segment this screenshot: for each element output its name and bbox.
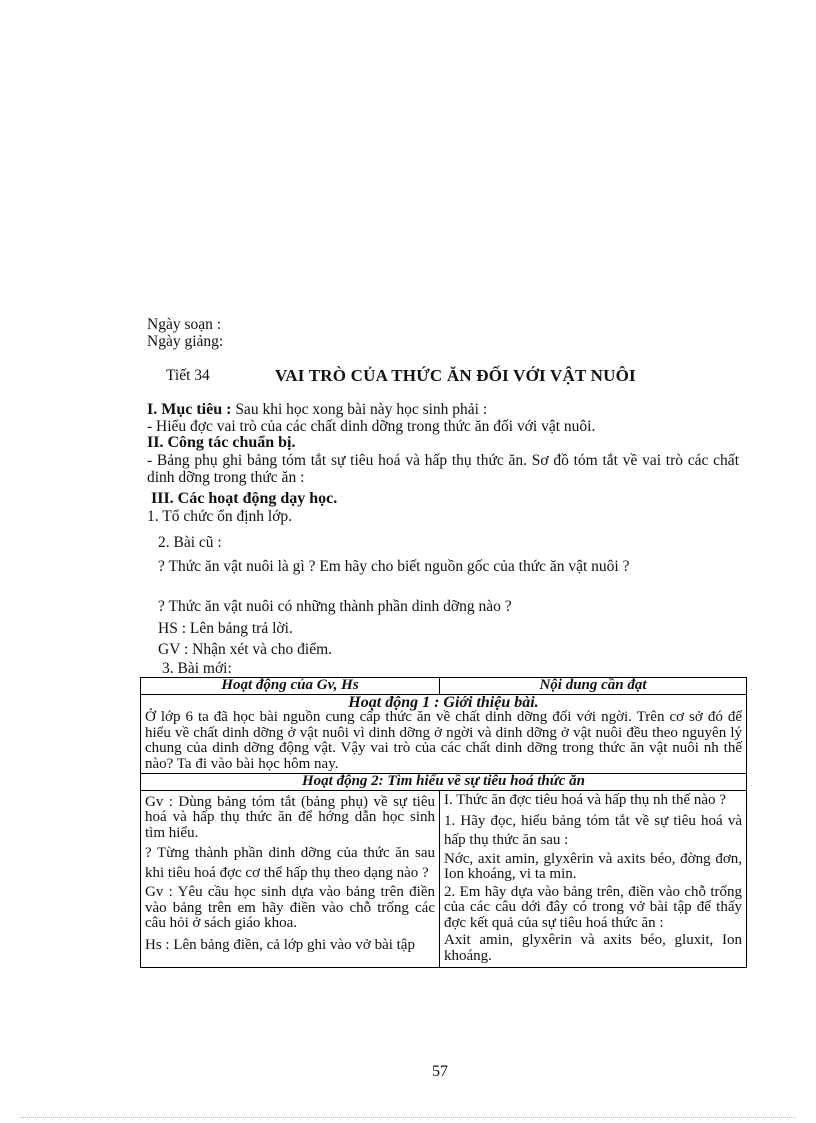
question-1: ? Thức ăn vật nuôi là gì ? Em hãy cho biết nguồn gốc của thức ăn vật nuôi ?: [158, 558, 630, 575]
right-paragraph: Axit amin, glyxêrin và axits béo, gluxit, Ion khoáng.: [444, 932, 742, 964]
activity-1-text: Ở lớp 6 ta đã học bài nguồn cung cấp thức ăn về chất dinh dỡng đối với ngời. Trên cơ sở đó để hiểu về chất dinh dỡng ở vật nuôi vì dinh dỡng ở ngời và dinh dỡng ở vật nuôi đều theo nguyên lý chung của dinh dỡng động vật. Vậy vai trò của các chất dinh dỡng trong thức ăn vật nuôi nh thế nào? Ta đi vào bài học hôm nay.: [145, 709, 742, 772]
left-paragraph: ? Từng thành phần dinh dỡng của thức ăn sau khi tiêu hoá đợc cơ thể hấp thụ theo dạng nào ?: [145, 845, 435, 881]
header-content: Nội dung cần đạt: [440, 678, 747, 695]
left-paragraph: Gv : Yêu cầu học sinh dựa vào bảng trên điền vào bảng trên em hãy điền vào chỗ trống các câu hỏi ở sách giáo khoa.: [145, 884, 435, 931]
right-paragraph: 1. Hãy đọc, hiểu bảng tóm tắt về sự tiêu hoá và hấp thụ thức ăn sau :: [444, 812, 742, 848]
activity-2-left: [141, 790, 440, 968]
page-number: 57: [432, 1063, 448, 1080]
class-organization: 1. Tổ chức ổn định lớp.: [147, 508, 293, 525]
left-paragraph: Gv : Dùng bảng tóm tắt (bảng phụ) về sự tiêu hoá và hấp thụ thức ăn để hớng dẫn học sinh tìm hiểu.: [145, 793, 435, 841]
student-answer: HS : Lên bảng trả lời.: [158, 620, 293, 637]
activity-2-right: [440, 790, 747, 968]
activity-2-title-row: [141, 774, 747, 791]
objectives-line: [147, 401, 747, 418]
footer-divider: [20, 1117, 796, 1118]
objectives-item: - Hiểu đợc vai trò của các chất dinh dỡng trong thức ăn đối với vật nuôi.: [147, 418, 596, 435]
activities-label: III. Các hoạt động dạy học.: [151, 490, 338, 507]
objectives-text: Sau khi học xong bài này học sinh phải :: [235, 401, 488, 418]
question-2: ? Thức ăn vật nuôi có những thành phần dinh dỡng nào ?: [158, 598, 512, 615]
preparation-text: - Bảng phụ ghi bảng tóm tắt sự tiêu hoá và hấp thụ thức ăn. Sơ đồ tóm tắt về vai trò các chất dinh dỡng trong thức ăn :: [147, 452, 739, 486]
lesson-table: [140, 677, 747, 968]
objectives-label: I. Mục tiêu :: [147, 401, 232, 418]
table-header-row: [141, 678, 747, 695]
activity-1-title: Hoạt động 1 : Giới thiệu bài.: [348, 693, 539, 711]
date-taught: Ngày giảng:: [147, 333, 224, 350]
date-prepared: Ngày soạn :: [147, 316, 222, 333]
teacher-remark: GV : Nhận xét và cho điểm.: [158, 641, 333, 658]
right-paragraph: Nớc, axit amin, glyxêrin và axits béo, đờng đơn, Ion khoáng, vi ta min.: [444, 850, 742, 882]
right-paragraph: I. Thức ăn đợc tiêu hoá và hấp thụ nh thế nào ?: [444, 791, 726, 808]
left-paragraph: Hs : Lên bảng điền, cả lớp ghi vào vở bài tập: [145, 936, 415, 953]
right-paragraph: 2. Em hãy dựa vào bảng trên, điền vào chỗ trống của các câu dới đây có trong vở bài tập để thấy đợc kết quả của sự tiêu hoá thức ăn :: [444, 883, 742, 931]
old-lesson-label: 2. Bài cũ :: [158, 534, 222, 551]
activity-1-row: [141, 694, 747, 774]
lesson-number: Tiết 34: [166, 367, 210, 384]
header-activity: Hoạt động của Gv, Hs: [141, 678, 440, 695]
activity-2-title: Hoạt động 2: Tìm hiểu về sự tiêu hoá thức ăn: [141, 774, 747, 791]
activity-2-row: [141, 790, 747, 968]
page-title: VAI TRÒ CỦA THỨC ĂN ĐỐI VỚI VẬT NUÔI: [275, 366, 636, 385]
new-lesson-label: 3. Bài mới:: [162, 660, 232, 677]
preparation-label: II. Công tác chuẩn bị.: [147, 434, 296, 451]
